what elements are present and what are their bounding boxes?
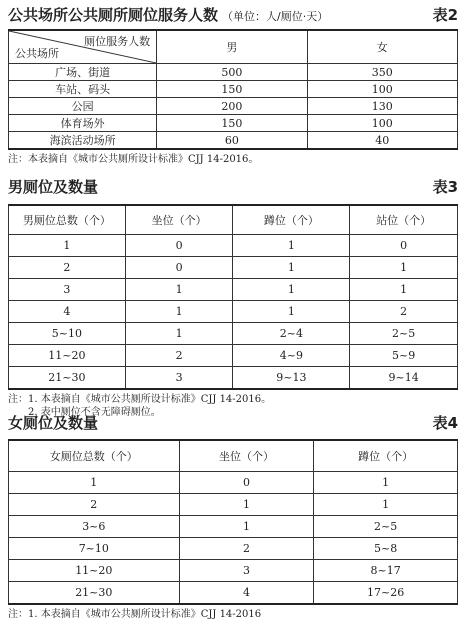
table3-number: 表3 <box>432 178 458 196</box>
table2-title: 公共场所公共厕所厕位服务人数 （单位：人/厕位·天） <box>8 6 329 24</box>
table-cell: 21~30 <box>9 367 126 390</box>
table-cell: 1 <box>233 235 350 257</box>
table-cell: 1 <box>9 472 180 494</box>
table3 <box>8 204 458 390</box>
table3-note-2: 2. 表中厕位不含无障碍厕位。 <box>28 407 161 418</box>
table2-number: 表2 <box>432 6 458 24</box>
table4-number: 表4 <box>432 414 458 432</box>
table-cell: 5~9 <box>350 345 458 367</box>
table-row <box>9 257 458 279</box>
table-cell: 8~17 <box>314 560 458 582</box>
table-row <box>9 81 458 98</box>
table4-title: 女厕位及数量 <box>8 414 99 432</box>
table-cell: 广场、街道 <box>9 64 157 81</box>
table-row <box>9 64 458 81</box>
table-cell: 200 <box>157 98 307 115</box>
table-cell: 1 <box>314 472 458 494</box>
table3-title: 男厕位及数量 <box>8 178 99 196</box>
table-cell: 2~4 <box>233 323 350 345</box>
table-cell: 5~8 <box>314 538 458 560</box>
table3-section <box>8 176 458 419</box>
table-cell: 100 <box>307 81 457 98</box>
table3-header-cell: 蹲位（个） <box>233 205 350 235</box>
table4-header-cell: 坐位（个） <box>179 440 314 472</box>
table-cell: 0 <box>125 257 233 279</box>
table3-header <box>8 176 458 198</box>
table-cell: 150 <box>157 81 307 98</box>
table-cell: 2 <box>9 257 126 279</box>
table2-col-male: 男 <box>157 30 307 64</box>
table-cell: 3 <box>179 560 314 582</box>
table-row <box>9 367 458 390</box>
table-cell: 3~6 <box>9 516 180 538</box>
table-cell: 3 <box>9 279 126 301</box>
table4-section <box>8 412 458 621</box>
table3-header-cell: 坐位（个） <box>125 205 233 235</box>
table-cell: 3 <box>125 367 233 390</box>
table-cell: 4 <box>9 301 126 323</box>
table-cell: 21~30 <box>9 582 180 605</box>
table-cell: 1 <box>9 235 126 257</box>
table3-header-cell: 站位（个） <box>350 205 458 235</box>
table-cell: 2 <box>350 301 458 323</box>
table-row <box>9 301 458 323</box>
table-cell: 1 <box>233 301 350 323</box>
table-row <box>9 98 458 115</box>
table4-header-cell: 女厕位总数（个） <box>9 440 180 472</box>
table-row <box>9 494 458 516</box>
table2-diag-bottom-label: 公共场所 <box>15 47 59 60</box>
table-cell: 公园 <box>9 98 157 115</box>
table-cell: 1 <box>125 279 233 301</box>
table-cell: 9~13 <box>233 367 350 390</box>
table2-header <box>8 4 458 26</box>
table-cell: 车站、码头 <box>9 81 157 98</box>
table2 <box>8 29 458 150</box>
table-row <box>9 115 458 132</box>
table-cell: 40 <box>307 132 457 150</box>
table-cell: 130 <box>307 98 457 115</box>
table-cell: 4~9 <box>233 345 350 367</box>
table-cell: 5~10 <box>9 323 126 345</box>
table-cell: 500 <box>157 64 307 81</box>
table-cell: 4 <box>179 582 314 605</box>
table-cell: 1 <box>350 279 458 301</box>
table-cell: 海滨活动场所 <box>9 132 157 150</box>
table2-diag-top-label: 厕位服务人数 <box>84 35 151 48</box>
table-cell: 350 <box>307 64 457 81</box>
table-cell: 9~14 <box>350 367 458 390</box>
table-cell: 1 <box>125 323 233 345</box>
table-cell: 17~26 <box>314 582 458 605</box>
table-cell: 体育场外 <box>9 115 157 132</box>
table-cell: 2 <box>9 494 180 516</box>
table-row <box>9 472 458 494</box>
table4-header-cell: 蹲位（个） <box>314 440 458 472</box>
table-cell: 1 <box>179 516 314 538</box>
table-cell: 2 <box>179 538 314 560</box>
table-cell: 2~5 <box>350 323 458 345</box>
table-cell: 11~20 <box>9 345 126 367</box>
table-cell: 1 <box>125 301 233 323</box>
table-row <box>9 345 458 367</box>
table-row <box>9 538 458 560</box>
table-cell: 2 <box>125 345 233 367</box>
table-cell: 7~10 <box>9 538 180 560</box>
table-row <box>9 235 458 257</box>
table2-unit: （单位：人/厕位·天） <box>222 10 329 23</box>
table3-header-cell: 男厕位总数（个） <box>9 205 126 235</box>
table-cell: 1 <box>233 279 350 301</box>
table-row <box>9 516 458 538</box>
table2-col-female: 女 <box>307 30 457 64</box>
table-cell: 1 <box>179 494 314 516</box>
table2-section <box>8 4 458 166</box>
table4-note: 注：1. 本表摘自《城市公共厕所设计标准》CJJ 14-2016 <box>8 609 262 620</box>
table-cell: 100 <box>307 115 457 132</box>
table-row <box>9 582 458 605</box>
table-cell: 60 <box>157 132 307 150</box>
table-cell: 1 <box>350 257 458 279</box>
table2-note: 注：本表摘自《城市公共厕所设计标准》CJJ 14-2016。 <box>8 154 259 165</box>
table-row <box>9 279 458 301</box>
table2-diagonal-header <box>9 30 157 64</box>
table-row <box>9 323 458 345</box>
table4 <box>8 439 458 605</box>
table-cell: 1 <box>233 257 350 279</box>
table-row <box>9 132 458 150</box>
table-cell: 11~20 <box>9 560 180 582</box>
table-cell: 0 <box>179 472 314 494</box>
table-cell: 150 <box>157 115 307 132</box>
table3-note-1: 注：1. 本表摘自《城市公共厕所设计标准》CJJ 14-2016。 <box>8 394 272 405</box>
table-cell: 1 <box>314 494 458 516</box>
table-row <box>9 560 458 582</box>
table4-header <box>8 412 458 434</box>
table-cell: 2~5 <box>314 516 458 538</box>
table-cell: 0 <box>125 235 233 257</box>
table-cell: 0 <box>350 235 458 257</box>
